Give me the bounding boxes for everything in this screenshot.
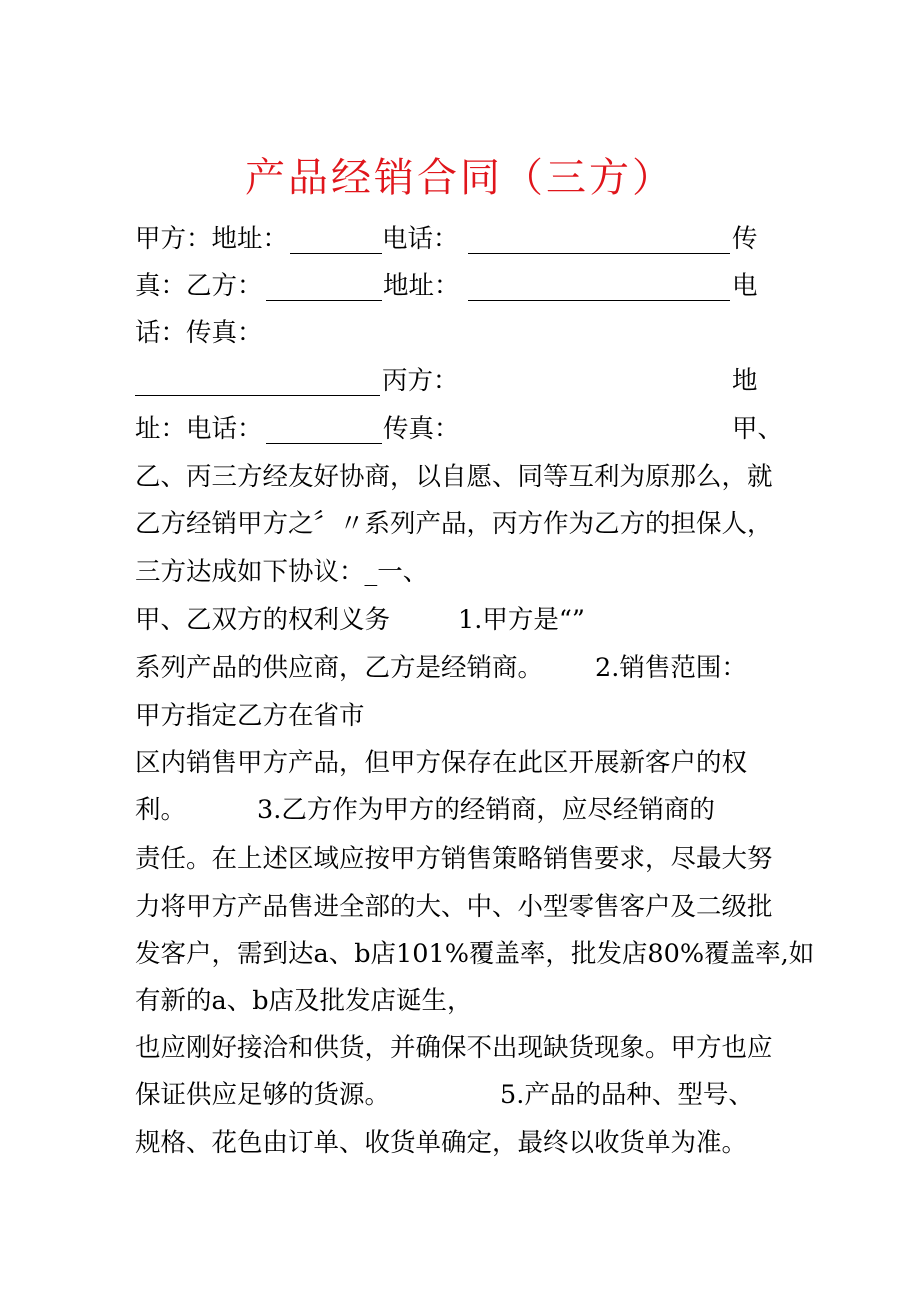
paragraph-line: 乙、丙三方经友好协商，以自愿、同等互利为原那么，就 xyxy=(135,462,773,492)
party-b-contact-line xyxy=(135,316,790,350)
party-a-fax-label-start: 传 xyxy=(732,224,758,254)
party-c-fax-label: 传真： xyxy=(383,414,460,444)
contract-title: 产品经销合同（三方） xyxy=(245,155,675,201)
clause-3-start: 3.乙方作为甲方的经销商，应尽经销商的 xyxy=(257,795,715,825)
section-one-heading: 甲、乙双方的权利义务 xyxy=(135,605,391,635)
party-c-phone-label: 址：电话： xyxy=(135,414,263,444)
clause-2-end: 利。 xyxy=(135,795,187,825)
clause-1-end: 系列产品的供应商，乙方是经销商。 xyxy=(135,653,544,683)
paragraph-line: 甲方指定乙方在省市 xyxy=(135,701,365,731)
party-a-address-blank xyxy=(290,222,382,254)
paragraph-line: 有新的a、b店及批发店诞生， xyxy=(135,986,473,1016)
paragraph-line: 责任。在上述区域应按甲方销售策略销售要求，尽最大努 xyxy=(135,844,773,874)
party-b-phone-label-start: 电 xyxy=(732,271,758,301)
party-a-phone-label: 电话： xyxy=(382,224,459,254)
party-b-label: 真：乙方： xyxy=(135,271,263,301)
clause-4-end: 保证供应足够的货源。 xyxy=(135,1080,391,1110)
paragraph-line: 三方达成如下协议：_一、 xyxy=(135,557,429,587)
party-b-name-blank xyxy=(266,269,382,301)
party-b-fax-blank xyxy=(135,364,380,396)
paragraph-line: 力将甲方产品售进全部的大、中、小型零售客户及二级批 xyxy=(135,892,773,922)
party-b-line xyxy=(135,269,790,303)
party-b-address-blank xyxy=(468,269,730,301)
section-one-line xyxy=(135,603,790,637)
party-b-phone-fax-label: 话：传真： xyxy=(135,318,263,348)
party-c-line xyxy=(135,364,790,398)
paragraph-line: 规格、花色由订单、收货单确定，最终以收货单为准。 xyxy=(135,1128,748,1158)
party-a-line xyxy=(135,222,790,256)
clause-line xyxy=(135,651,790,685)
party-c-phone-blank xyxy=(266,412,382,444)
party-b-address-label: 地址： xyxy=(383,271,460,301)
party-c-contact-line xyxy=(135,412,790,446)
party-a-phone-blank xyxy=(468,222,730,254)
paragraph-line: 乙方经销甲方之〞〃系列产品，丙方作为乙方的担保人， xyxy=(135,509,773,539)
clause-line xyxy=(135,793,790,827)
clause-1-start: 1.甲方是“” xyxy=(458,605,585,635)
clause-2-start: 2.销售范围： xyxy=(595,653,747,683)
party-c-address-label-start: 地 xyxy=(732,366,758,396)
clause-5-start: 5.产品的品种、型号、 xyxy=(500,1080,754,1110)
party-c-label: 丙方： xyxy=(382,366,459,396)
paragraph-line: 也应刚好接洽和供货，并确保不出现缺货现象。甲方也应 xyxy=(135,1033,773,1063)
party-a-address-label: 甲方：地址： xyxy=(135,224,289,254)
paragraph-line: 区内销售甲方产品，但甲方保存在此区开展新客户的权 xyxy=(135,748,748,778)
agreement-intro-start: 甲、 xyxy=(732,414,784,444)
paragraph-line: 发客户，需到达a、b店101%覆盖率，批发店80%覆盖率,如 xyxy=(135,939,815,969)
clause-line xyxy=(135,1078,790,1112)
